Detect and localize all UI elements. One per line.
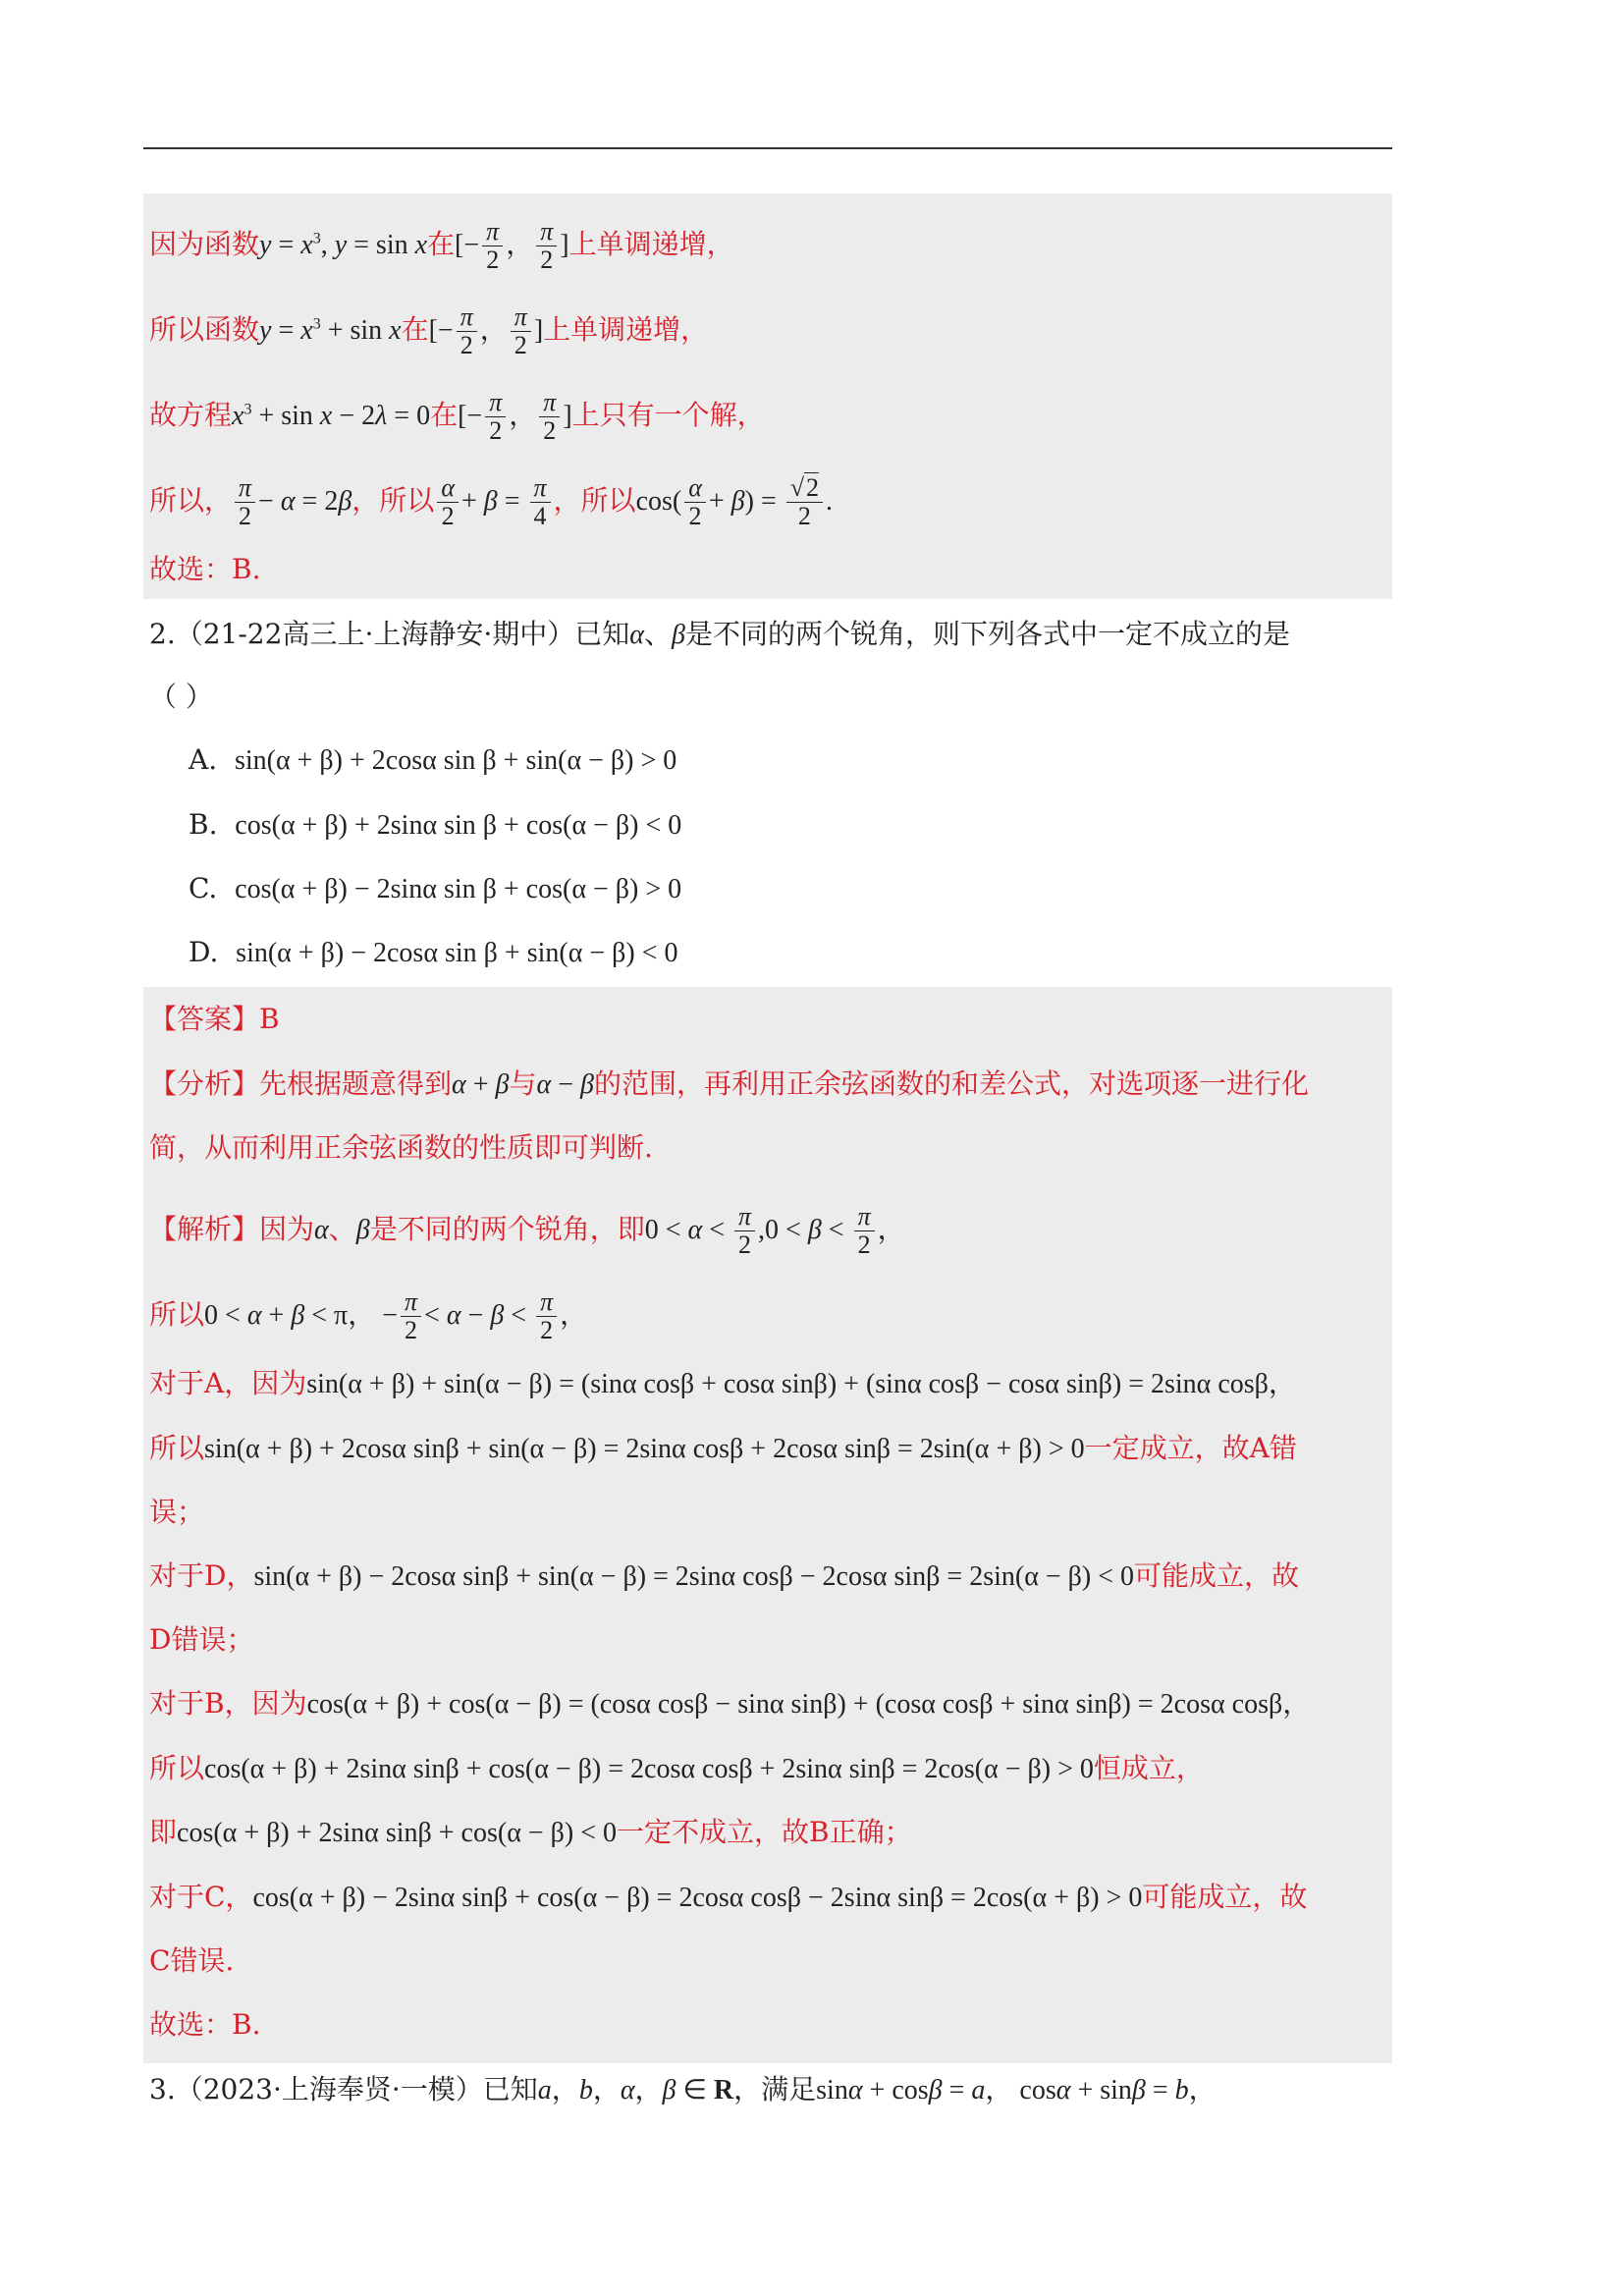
q2-option-a: A. sin(α + β) + 2cosα sin β + sin(α − β) > 0	[189, 743, 677, 776]
prev-solution-line-3: 故方程$x^3 + \sin x - 2\lambda = 0$在[− $\frac{\pi}{2}$ ， $\frac{\pi}{2}$ ]上只有一个解，	[149, 388, 765, 445]
q2-option-d: D. sin(α + β) − 2cosα sin β + sin(α − β) < 0	[189, 936, 678, 968]
prev-solution-line-2: 所以函数$y = x^3 + \sin x$在[− $\frac{\pi}{2}$ ， $\frac{\pi}{2}$ ]上单调递增，	[149, 302, 709, 359]
prev-solution-line-1: 因为函数$y = x^3$, y = sin x在[− $\frac{\pi}{2}$ ， $\frac{\pi}{2}$ ]上单调递增，	[149, 217, 734, 274]
q2-answer-paren: （ ）	[149, 681, 213, 713]
q2-option-c: C. cos(α + β) − 2sinα sin β + cos(α − β) > 0	[189, 872, 682, 904]
q3-source: （2023·上海奉贤·一模）	[175, 2073, 483, 2105]
solution-case-a-1: 对于A，因为sin(α + β) + sin(α − β) = (sinα cosβ + cosα sinβ) + (sinα cosβ − cosα sinβ) = 2sinα cosβ，	[149, 1367, 1296, 1399]
q2-option-b: B. cos(α + β) + 2sinα sin β + cos(α − β) < 0	[189, 808, 682, 841]
solution-case-a-2: 所以sin(α + β) + 2cosα sinβ + sin(α − β) = 2sinα cosβ + 2cosα sinβ = 2sin(α + β) > 0一定成立，故A错	[149, 1432, 1297, 1464]
solution-case-d-2: D错误；	[149, 1623, 254, 1656]
q2-number: 2.	[149, 618, 176, 650]
q2-source: （21-22高三上·上海静安·期中）	[175, 618, 575, 650]
prev-solution-line-4: 所以， $\frac{\pi}{2}$ − α = 2β，所以 $\frac{\alpha}{2}$ + β = $\frac{\pi}{4}$ ，所以cos( $\frac{\alpha}{2}$ + β) = $\frac{√2}{2}$ .	[149, 473, 834, 530]
header-rule	[143, 147, 1392, 149]
analysis-line-1: 【分析】先根据题意得到α + β与α − β的范围，再利用正余弦函数的和差公式，对选项逐一进行化	[149, 1067, 1309, 1100]
answer-line: 【答案】B	[149, 1003, 280, 1035]
solution-case-a-3: 误；	[149, 1496, 205, 1528]
q3-stem: 3.（2023·上海奉贤·一模）已知a，b，α，β ∈ R，满足sinα + cosβ = a， cosα + sinβ = b，	[149, 2073, 1217, 2105]
solution-case-b-3: 即cos(α + β) + 2sinα sinβ + cos(α − β) < 0一定不成立，故B正确；	[149, 1816, 912, 1848]
solution-line-2: 所以0 < α + β < π， − $\frac{\pi}{2}$ < α − β < $\frac{\pi}{2}$ ，	[149, 1287, 588, 1344]
solution-case-c-2: C错误.	[149, 1944, 235, 1977]
prev-solution-final: 故选：B.	[149, 553, 261, 585]
solution-case-c-1: 对于C，cos(α + β) − 2sinα sinβ + cos(α − β) = 2cosα cosβ − 2sinα sinβ = 2cos(α + β) > 0可能成立，故	[149, 1881, 1308, 1913]
solution-case-d-1: 对于D，sin(α + β) − 2cosα sinβ + sin(α − β) = 2sinα cosβ − 2cosα sinβ = 2sin(α − β) < 0可能成立，故	[149, 1559, 1300, 1592]
solution-line-1: 【解析】因为α、β是不同的两个锐角，即0 < α < $\frac{\pi}{2}$ ,0 < β < $\frac{\pi}{2}$ ，	[149, 1202, 905, 1259]
analysis-line-2: 简，从而利用正余弦函数的性质即可判断.	[149, 1131, 653, 1164]
solution-final: 故选：B.	[149, 2008, 261, 2041]
q3-number: 3.	[149, 2073, 176, 2105]
solution-case-b-1: 对于B，因为cos(α + β) + cos(α − β) = (cosα cosβ − sinα sinβ) + (cosα cosβ + sinα sinβ) = 2cosα cosβ，	[149, 1687, 1311, 1720]
q2-stem: 2.（21-22高三上·上海静安·期中）已知α、β是不同的两个锐角，则下列各式中一定不成立的是	[149, 618, 1290, 650]
solution-case-b-2: 所以cos(α + β) + 2sinα sinβ + cos(α − β) = 2cosα cosβ + 2sinα sinβ = 2cos(α − β) > 0恒成立，	[149, 1752, 1204, 1784]
